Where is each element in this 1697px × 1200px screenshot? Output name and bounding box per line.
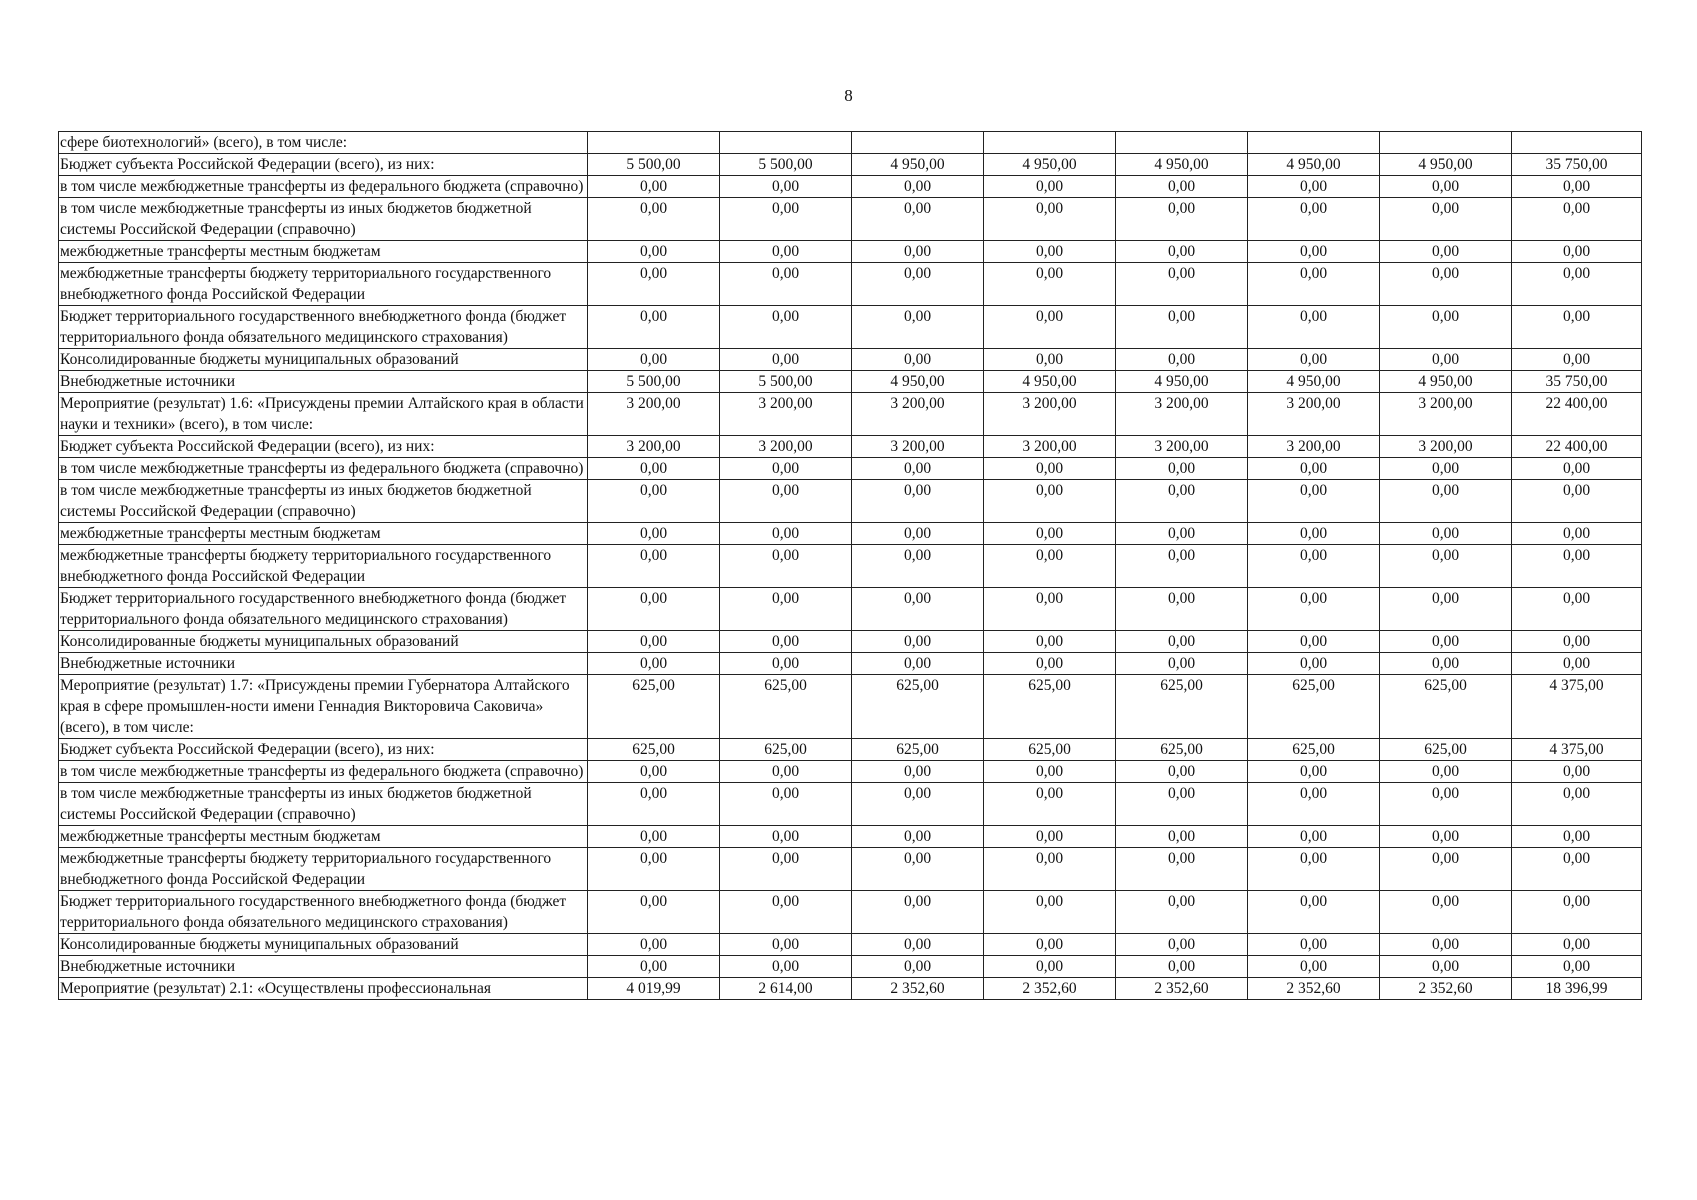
row-year-value: 625,00 bbox=[1380, 739, 1512, 761]
row-year-value: 0,00 bbox=[720, 631, 852, 653]
row-year-value: 5 500,00 bbox=[588, 371, 720, 393]
row-label: Мероприятие (результат) 1.7: «Присуждены премии Губернатора Алтайского края в сфере промышлен-ности имени Геннадия Викторовича Саковича» (всего), в том числе: bbox=[59, 675, 588, 739]
table-row bbox=[59, 132, 1642, 154]
row-year-value: 625,00 bbox=[1116, 739, 1248, 761]
row-year-value: 0,00 bbox=[720, 349, 852, 371]
row-year-value bbox=[1248, 132, 1380, 154]
row-year-value: 0,00 bbox=[1116, 653, 1248, 675]
row-year-value: 0,00 bbox=[1380, 349, 1512, 371]
row-year-value: 625,00 bbox=[984, 675, 1116, 739]
row-year-value: 0,00 bbox=[852, 653, 984, 675]
row-year-value: 0,00 bbox=[588, 306, 720, 349]
row-year-value: 0,00 bbox=[1248, 826, 1380, 848]
row-year-value: 0,00 bbox=[720, 891, 852, 934]
row-year-value: 0,00 bbox=[588, 848, 720, 891]
row-year-value: 5 500,00 bbox=[588, 154, 720, 176]
row-year-value: 0,00 bbox=[1380, 263, 1512, 306]
row-year-value: 0,00 bbox=[1116, 480, 1248, 523]
row-year-value bbox=[1380, 132, 1512, 154]
row-year-value: 4 950,00 bbox=[852, 154, 984, 176]
row-label: Бюджет субъекта Российской Федерации (всего), из них: bbox=[59, 739, 588, 761]
row-year-value: 0,00 bbox=[984, 588, 1116, 631]
row-year-value: 0,00 bbox=[852, 761, 984, 783]
row-year-value: 4 950,00 bbox=[984, 371, 1116, 393]
row-year-value: 3 200,00 bbox=[720, 436, 852, 458]
row-year-value: 0,00 bbox=[1116, 783, 1248, 826]
table-row bbox=[59, 349, 1642, 371]
row-year-value: 0,00 bbox=[1116, 956, 1248, 978]
row-year-value: 0,00 bbox=[1380, 480, 1512, 523]
row-total-value: 0,00 bbox=[1512, 480, 1642, 523]
row-year-value: 0,00 bbox=[1116, 306, 1248, 349]
row-year-value: 0,00 bbox=[1248, 848, 1380, 891]
row-year-value: 0,00 bbox=[1380, 588, 1512, 631]
row-year-value: 0,00 bbox=[588, 480, 720, 523]
row-year-value: 0,00 bbox=[1380, 306, 1512, 349]
row-year-value: 0,00 bbox=[720, 934, 852, 956]
table-row bbox=[59, 761, 1642, 783]
row-year-value: 4 950,00 bbox=[852, 371, 984, 393]
row-label: Консолидированные бюджеты муниципальных образований bbox=[59, 349, 588, 371]
budget-table bbox=[58, 131, 1642, 1000]
row-year-value: 0,00 bbox=[1380, 934, 1512, 956]
table-row bbox=[59, 826, 1642, 848]
row-year-value: 0,00 bbox=[720, 588, 852, 631]
row-year-value: 0,00 bbox=[588, 891, 720, 934]
row-label: Мероприятие (результат) 1.6: «Присуждены премии Алтайского края в области науки и техники» (всего), в том числе: bbox=[59, 393, 588, 436]
row-year-value: 0,00 bbox=[1380, 198, 1512, 241]
table-row bbox=[59, 176, 1642, 198]
row-year-value: 0,00 bbox=[1248, 761, 1380, 783]
row-year-value bbox=[852, 132, 984, 154]
row-year-value: 0,00 bbox=[1116, 891, 1248, 934]
row-year-value: 0,00 bbox=[588, 241, 720, 263]
row-year-value: 0,00 bbox=[720, 198, 852, 241]
row-year-value: 0,00 bbox=[588, 458, 720, 480]
row-year-value: 625,00 bbox=[984, 739, 1116, 761]
table-row bbox=[59, 371, 1642, 393]
row-year-value: 0,00 bbox=[1116, 523, 1248, 545]
row-year-value: 5 500,00 bbox=[720, 371, 852, 393]
row-year-value: 0,00 bbox=[720, 545, 852, 588]
row-year-value: 625,00 bbox=[720, 739, 852, 761]
row-total-value: 0,00 bbox=[1512, 631, 1642, 653]
row-year-value: 0,00 bbox=[1380, 891, 1512, 934]
page-number: 8 bbox=[844, 86, 853, 105]
row-year-value: 0,00 bbox=[1248, 545, 1380, 588]
row-year-value: 3 200,00 bbox=[1116, 393, 1248, 436]
row-year-value: 0,00 bbox=[1380, 523, 1512, 545]
row-total-value: 0,00 bbox=[1512, 934, 1642, 956]
row-year-value: 0,00 bbox=[852, 848, 984, 891]
table-row bbox=[59, 783, 1642, 826]
row-year-value: 0,00 bbox=[1116, 458, 1248, 480]
row-year-value: 4 950,00 bbox=[1380, 154, 1512, 176]
row-year-value bbox=[984, 132, 1116, 154]
row-year-value: 0,00 bbox=[852, 198, 984, 241]
table-row bbox=[59, 956, 1642, 978]
row-year-value: 3 200,00 bbox=[1116, 436, 1248, 458]
row-year-value: 625,00 bbox=[720, 675, 852, 739]
row-year-value: 0,00 bbox=[720, 826, 852, 848]
row-year-value: 0,00 bbox=[1248, 480, 1380, 523]
row-year-value: 0,00 bbox=[1380, 176, 1512, 198]
row-year-value: 0,00 bbox=[984, 761, 1116, 783]
row-year-value: 3 200,00 bbox=[1380, 436, 1512, 458]
row-year-value: 0,00 bbox=[1116, 588, 1248, 631]
row-year-value: 0,00 bbox=[852, 588, 984, 631]
row-year-value: 0,00 bbox=[720, 523, 852, 545]
row-year-value: 0,00 bbox=[984, 349, 1116, 371]
table-row bbox=[59, 631, 1642, 653]
row-year-value: 0,00 bbox=[588, 176, 720, 198]
row-year-value: 0,00 bbox=[852, 458, 984, 480]
row-year-value: 625,00 bbox=[852, 739, 984, 761]
row-year-value: 0,00 bbox=[588, 523, 720, 545]
row-year-value: 0,00 bbox=[1116, 826, 1248, 848]
table-row bbox=[59, 458, 1642, 480]
row-year-value: 0,00 bbox=[852, 956, 984, 978]
row-year-value: 0,00 bbox=[1248, 653, 1380, 675]
row-year-value: 0,00 bbox=[588, 545, 720, 588]
table-row bbox=[59, 154, 1642, 176]
row-year-value: 0,00 bbox=[1116, 241, 1248, 263]
row-year-value: 0,00 bbox=[1248, 263, 1380, 306]
row-year-value: 0,00 bbox=[1248, 934, 1380, 956]
row-year-value: 2 352,60 bbox=[1380, 978, 1512, 1000]
row-year-value: 0,00 bbox=[984, 934, 1116, 956]
row-year-value: 0,00 bbox=[1248, 241, 1380, 263]
row-label: в том числе межбюджетные трансферты из иных бюджетов бюджетной системы Российской Федерации (справочно) bbox=[59, 480, 588, 523]
budget-table-body bbox=[59, 132, 1642, 1000]
row-year-value: 0,00 bbox=[588, 934, 720, 956]
row-year-value: 0,00 bbox=[1116, 263, 1248, 306]
row-year-value: 0,00 bbox=[852, 306, 984, 349]
row-total-value: 35 750,00 bbox=[1512, 371, 1642, 393]
row-label: межбюджетные трансферты местным бюджетам bbox=[59, 523, 588, 545]
row-year-value: 4 019,99 bbox=[588, 978, 720, 1000]
row-year-value: 0,00 bbox=[1116, 349, 1248, 371]
row-year-value: 3 200,00 bbox=[1380, 393, 1512, 436]
row-year-value: 3 200,00 bbox=[984, 393, 1116, 436]
row-year-value: 0,00 bbox=[852, 523, 984, 545]
row-year-value: 625,00 bbox=[1380, 675, 1512, 739]
row-total-value: 0,00 bbox=[1512, 956, 1642, 978]
row-year-value: 0,00 bbox=[984, 956, 1116, 978]
row-year-value: 2 352,60 bbox=[984, 978, 1116, 1000]
table-row bbox=[59, 739, 1642, 761]
row-year-value: 0,00 bbox=[984, 545, 1116, 588]
row-label: Консолидированные бюджеты муниципальных образований bbox=[59, 631, 588, 653]
row-year-value: 4 950,00 bbox=[1116, 371, 1248, 393]
row-year-value: 0,00 bbox=[984, 783, 1116, 826]
row-year-value: 0,00 bbox=[1248, 458, 1380, 480]
table-row bbox=[59, 393, 1642, 436]
row-year-value: 0,00 bbox=[1248, 588, 1380, 631]
table-row bbox=[59, 653, 1642, 675]
row-year-value: 0,00 bbox=[720, 480, 852, 523]
row-year-value: 3 200,00 bbox=[1248, 393, 1380, 436]
row-year-value bbox=[1116, 132, 1248, 154]
row-year-value: 0,00 bbox=[720, 783, 852, 826]
row-label: Бюджет субъекта Российской Федерации (всего), из них: bbox=[59, 154, 588, 176]
row-year-value: 0,00 bbox=[588, 826, 720, 848]
row-year-value: 625,00 bbox=[588, 739, 720, 761]
row-label: Внебюджетные источники bbox=[59, 956, 588, 978]
row-label: в том числе межбюджетные трансферты из федерального бюджета (справочно) bbox=[59, 176, 588, 198]
row-total-value: 0,00 bbox=[1512, 783, 1642, 826]
row-year-value: 0,00 bbox=[1116, 761, 1248, 783]
row-total-value: 0,00 bbox=[1512, 761, 1642, 783]
row-year-value: 3 200,00 bbox=[984, 436, 1116, 458]
row-year-value: 0,00 bbox=[984, 263, 1116, 306]
row-year-value: 0,00 bbox=[852, 545, 984, 588]
row-year-value: 3 200,00 bbox=[588, 393, 720, 436]
row-year-value: 625,00 bbox=[588, 675, 720, 739]
row-year-value: 0,00 bbox=[852, 891, 984, 934]
row-year-value: 625,00 bbox=[1116, 675, 1248, 739]
row-year-value: 3 200,00 bbox=[720, 393, 852, 436]
row-total-value: 0,00 bbox=[1512, 306, 1642, 349]
row-year-value: 0,00 bbox=[1248, 306, 1380, 349]
row-year-value: 0,00 bbox=[1248, 349, 1380, 371]
row-year-value: 3 200,00 bbox=[1248, 436, 1380, 458]
table-row bbox=[59, 848, 1642, 891]
row-year-value: 0,00 bbox=[984, 891, 1116, 934]
row-label: Бюджет субъекта Российской Федерации (всего), из них: bbox=[59, 436, 588, 458]
row-year-value: 4 950,00 bbox=[984, 154, 1116, 176]
row-year-value bbox=[720, 132, 852, 154]
row-year-value: 0,00 bbox=[588, 263, 720, 306]
row-year-value: 4 950,00 bbox=[1248, 154, 1380, 176]
row-total-value: 0,00 bbox=[1512, 891, 1642, 934]
row-year-value: 0,00 bbox=[720, 263, 852, 306]
row-year-value: 0,00 bbox=[720, 848, 852, 891]
row-year-value: 0,00 bbox=[720, 241, 852, 263]
row-year-value: 0,00 bbox=[1248, 198, 1380, 241]
table-row bbox=[59, 978, 1642, 1000]
row-year-value: 0,00 bbox=[1116, 198, 1248, 241]
row-total-value: 4 375,00 bbox=[1512, 675, 1642, 739]
row-year-value: 0,00 bbox=[1380, 848, 1512, 891]
row-year-value: 0,00 bbox=[588, 956, 720, 978]
row-label: межбюджетные трансферты бюджету территориального государственного внебюджетного фонда Российской Федерации bbox=[59, 848, 588, 891]
row-year-value: 0,00 bbox=[588, 783, 720, 826]
row-total-value bbox=[1512, 132, 1642, 154]
table-row bbox=[59, 198, 1642, 241]
table-row bbox=[59, 263, 1642, 306]
row-year-value: 2 352,60 bbox=[852, 978, 984, 1000]
row-year-value: 0,00 bbox=[984, 826, 1116, 848]
row-year-value: 0,00 bbox=[1248, 176, 1380, 198]
table-row bbox=[59, 675, 1642, 739]
row-label: Бюджет территориального государственного внебюджетного фонда (бюджет территориального фонда обязательного медицинского страхования) bbox=[59, 891, 588, 934]
table-row bbox=[59, 523, 1642, 545]
row-year-value: 0,00 bbox=[1116, 848, 1248, 891]
row-label: Мероприятие (результат) 2.1: «Осуществлены профессиональная bbox=[59, 978, 588, 1000]
row-year-value: 0,00 bbox=[720, 176, 852, 198]
row-year-value: 0,00 bbox=[588, 761, 720, 783]
row-year-value: 0,00 bbox=[852, 263, 984, 306]
row-year-value: 0,00 bbox=[720, 306, 852, 349]
row-year-value: 0,00 bbox=[1116, 934, 1248, 956]
row-year-value: 4 950,00 bbox=[1380, 371, 1512, 393]
row-total-value: 0,00 bbox=[1512, 241, 1642, 263]
row-label: сфере биотехнологий» (всего), в том числе: bbox=[59, 132, 588, 154]
row-year-value: 0,00 bbox=[984, 176, 1116, 198]
row-year-value: 0,00 bbox=[852, 480, 984, 523]
row-year-value: 0,00 bbox=[852, 349, 984, 371]
table-row bbox=[59, 480, 1642, 523]
row-year-value: 0,00 bbox=[1248, 956, 1380, 978]
table-row bbox=[59, 241, 1642, 263]
row-year-value: 2 352,60 bbox=[1116, 978, 1248, 1000]
row-year-value: 0,00 bbox=[720, 761, 852, 783]
row-year-value: 0,00 bbox=[984, 480, 1116, 523]
row-year-value: 0,00 bbox=[1248, 783, 1380, 826]
row-total-value: 0,00 bbox=[1512, 198, 1642, 241]
row-year-value: 0,00 bbox=[1248, 631, 1380, 653]
row-year-value: 4 950,00 bbox=[1248, 371, 1380, 393]
row-year-value: 0,00 bbox=[1380, 783, 1512, 826]
row-year-value: 0,00 bbox=[1116, 631, 1248, 653]
row-label: межбюджетные трансферты бюджету территориального государственного внебюджетного фонда Российской Федерации bbox=[59, 545, 588, 588]
row-year-value: 0,00 bbox=[588, 631, 720, 653]
row-year-value: 625,00 bbox=[852, 675, 984, 739]
row-label: Бюджет территориального государственного внебюджетного фонда (бюджет территориального фонда обязательного медицинского страхования) bbox=[59, 306, 588, 349]
row-year-value bbox=[588, 132, 720, 154]
table-row bbox=[59, 545, 1642, 588]
row-year-value: 0,00 bbox=[1380, 631, 1512, 653]
row-year-value: 0,00 bbox=[1380, 458, 1512, 480]
row-label: Внебюджетные источники bbox=[59, 371, 588, 393]
row-total-value: 0,00 bbox=[1512, 263, 1642, 306]
row-total-value: 0,00 bbox=[1512, 545, 1642, 588]
row-year-value: 0,00 bbox=[852, 241, 984, 263]
row-total-value: 0,00 bbox=[1512, 176, 1642, 198]
row-total-value: 0,00 bbox=[1512, 588, 1642, 631]
row-year-value: 2 352,60 bbox=[1248, 978, 1380, 1000]
row-year-value: 3 200,00 bbox=[588, 436, 720, 458]
row-total-value: 18 396,99 bbox=[1512, 978, 1642, 1000]
row-year-value: 0,00 bbox=[852, 934, 984, 956]
row-year-value: 0,00 bbox=[1380, 761, 1512, 783]
row-year-value: 0,00 bbox=[1380, 241, 1512, 263]
table-row bbox=[59, 588, 1642, 631]
row-year-value: 0,00 bbox=[1248, 523, 1380, 545]
row-label: межбюджетные трансферты местным бюджетам bbox=[59, 241, 588, 263]
row-year-value: 0,00 bbox=[984, 631, 1116, 653]
row-year-value: 0,00 bbox=[984, 306, 1116, 349]
row-year-value: 0,00 bbox=[1380, 956, 1512, 978]
row-year-value: 0,00 bbox=[984, 523, 1116, 545]
row-year-value: 0,00 bbox=[1248, 891, 1380, 934]
row-year-value: 0,00 bbox=[720, 458, 852, 480]
row-year-value: 0,00 bbox=[984, 198, 1116, 241]
row-year-value: 2 614,00 bbox=[720, 978, 852, 1000]
row-label: в том числе межбюджетные трансферты из федерального бюджета (справочно) bbox=[59, 458, 588, 480]
row-total-value: 0,00 bbox=[1512, 848, 1642, 891]
row-year-value: 0,00 bbox=[984, 458, 1116, 480]
row-year-value: 0,00 bbox=[588, 198, 720, 241]
row-year-value: 0,00 bbox=[720, 956, 852, 978]
row-year-value: 0,00 bbox=[1380, 826, 1512, 848]
row-year-value: 0,00 bbox=[588, 349, 720, 371]
row-label: в том числе межбюджетные трансферты из федерального бюджета (справочно) bbox=[59, 761, 588, 783]
row-total-value: 0,00 bbox=[1512, 349, 1642, 371]
row-year-value: 0,00 bbox=[1380, 545, 1512, 588]
row-year-value: 0,00 bbox=[588, 653, 720, 675]
row-year-value: 0,00 bbox=[1116, 545, 1248, 588]
row-year-value: 0,00 bbox=[1380, 653, 1512, 675]
table-row bbox=[59, 934, 1642, 956]
table-row bbox=[59, 436, 1642, 458]
row-total-value: 0,00 bbox=[1512, 653, 1642, 675]
row-total-value: 0,00 bbox=[1512, 458, 1642, 480]
row-label: в том числе межбюджетные трансферты из иных бюджетов бюджетной системы Российской Федерации (справочно) bbox=[59, 198, 588, 241]
row-year-value: 0,00 bbox=[720, 653, 852, 675]
row-year-value: 5 500,00 bbox=[720, 154, 852, 176]
row-year-value: 0,00 bbox=[984, 848, 1116, 891]
row-total-value: 35 750,00 bbox=[1512, 154, 1642, 176]
row-label: Бюджет территориального государственного внебюджетного фонда (бюджет территориального фонда обязательного медицинского страхования) bbox=[59, 588, 588, 631]
row-total-value: 4 375,00 bbox=[1512, 739, 1642, 761]
row-label: межбюджетные трансферты бюджету территориального государственного внебюджетного фонда Российской Федерации bbox=[59, 263, 588, 306]
table-row bbox=[59, 306, 1642, 349]
row-label: межбюджетные трансферты местным бюджетам bbox=[59, 826, 588, 848]
row-year-value: 0,00 bbox=[852, 631, 984, 653]
row-year-value: 0,00 bbox=[852, 826, 984, 848]
row-year-value: 0,00 bbox=[852, 176, 984, 198]
row-total-value: 22 400,00 bbox=[1512, 436, 1642, 458]
row-label: в том числе межбюджетные трансферты из иных бюджетов бюджетной системы Российской Федерации (справочно) bbox=[59, 783, 588, 826]
row-label: Внебюджетные источники bbox=[59, 653, 588, 675]
row-year-value: 625,00 bbox=[1248, 675, 1380, 739]
row-total-value: 0,00 bbox=[1512, 826, 1642, 848]
row-year-value: 0,00 bbox=[852, 783, 984, 826]
row-year-value: 4 950,00 bbox=[1116, 154, 1248, 176]
row-year-value: 0,00 bbox=[984, 653, 1116, 675]
table-row bbox=[59, 891, 1642, 934]
row-year-value: 3 200,00 bbox=[852, 436, 984, 458]
row-year-value: 625,00 bbox=[1248, 739, 1380, 761]
row-label: Консолидированные бюджеты муниципальных образований bbox=[59, 934, 588, 956]
row-year-value: 0,00 bbox=[1116, 176, 1248, 198]
row-year-value: 3 200,00 bbox=[852, 393, 984, 436]
row-year-value: 0,00 bbox=[984, 241, 1116, 263]
row-year-value: 0,00 bbox=[588, 588, 720, 631]
row-total-value: 0,00 bbox=[1512, 523, 1642, 545]
row-total-value: 22 400,00 bbox=[1512, 393, 1642, 436]
